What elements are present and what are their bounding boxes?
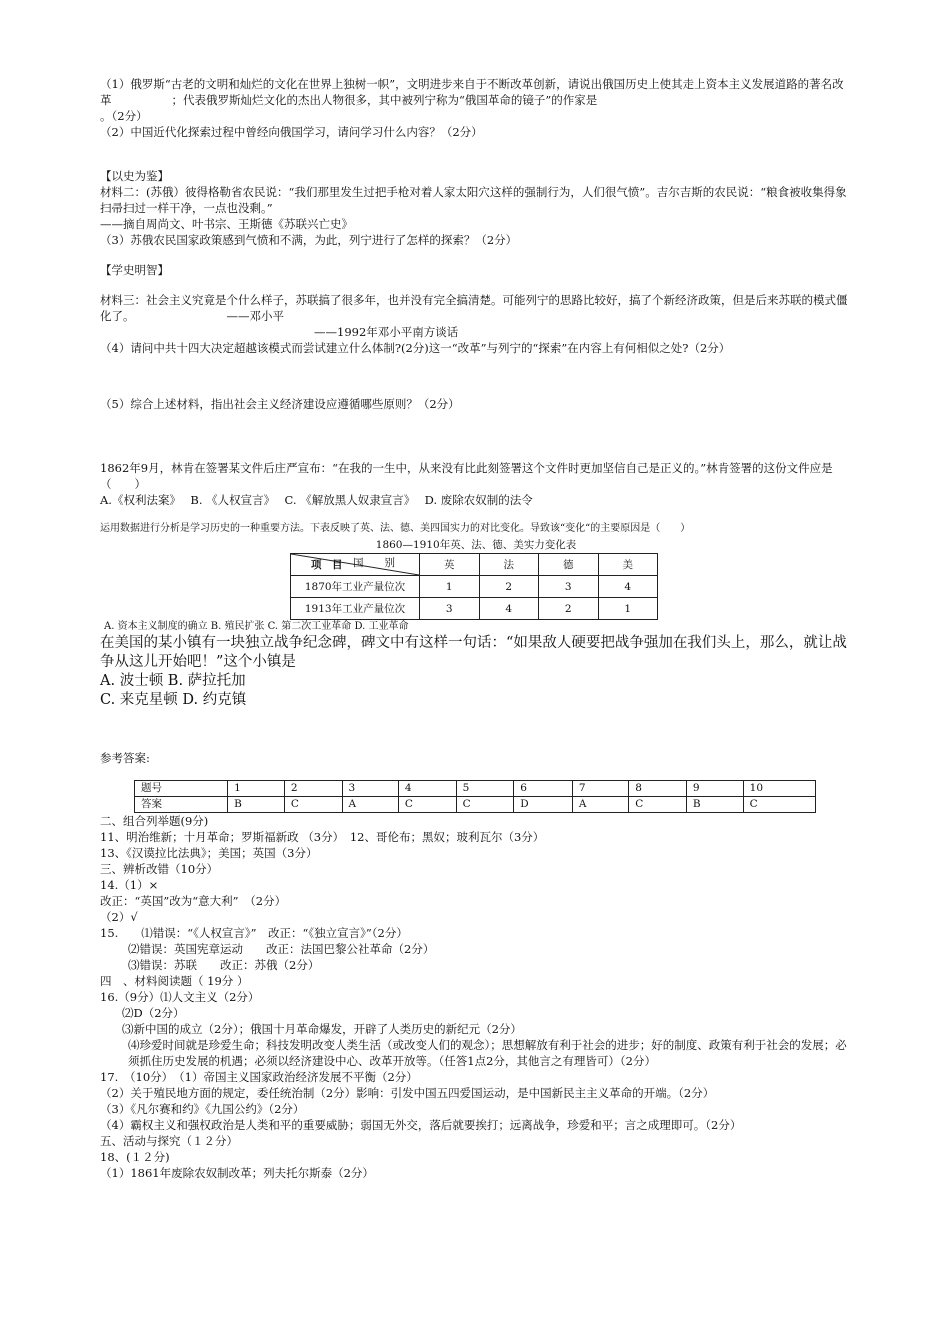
material-two: 材料二：(苏俄）彼得格勒省农民说：“我们那里发生过把手枪对着人家太阳穴这样的强制行为，人们很气愤”。吉尔吉斯的农民说：“粮食被收集得象扫帚扫过一样干净，一点也没剩。” [100, 185, 847, 215]
table-cell: 2 [479, 576, 539, 598]
answer-line: 16.（9分）⑴人文主义（2分） [100, 990, 260, 1004]
table-header-row [291, 554, 658, 576]
answer-line: 14.（1）× [100, 878, 159, 892]
material-three: 材料三：社会主义究竟是个什么样子，苏联搞了很多年，也并没有完全搞清楚。可能列宁的思路比较好，搞了个新经济政策，但是后来苏联的模式僵化了。 ——邓小平 [100, 293, 848, 323]
table-cell: 1 [420, 576, 480, 598]
answer-line: 五、活动与探究（１２分） [100, 1134, 238, 1148]
q18-part3: （3）苏俄农民国家政策感到气愤和不满，为此，列宁进行了怎样的探索？（2分） [100, 233, 518, 247]
answer-line: （3）《凡尔赛和约》《九国公约》（2分） [100, 1102, 305, 1116]
table-row [291, 598, 658, 620]
answer-line: 四 、材料阅读题（ 19分 ） [100, 974, 249, 988]
q18-part1: （1）俄罗斯“古老的文明和灿烂的文化在世界上独树一帜”，文明进步来自于不断改革创新，请说出俄国历史上使其走上资本主义发展道路的著名改革 ；代表俄罗斯灿烂文化的杰出人物很多，其中被列宁称为“俄国革命的镜子”的作家是 [100, 77, 844, 107]
answer-key-cell: D [514, 797, 573, 813]
answer-key-cell: C [398, 797, 456, 813]
row-label: 1870年工业产量位次 [291, 576, 420, 598]
section-heading-learn-history: 【学史明智】 [100, 263, 169, 277]
answer-number-cell: 3 [342, 781, 398, 797]
section-heading-history-mirror: 【以史为鉴】 [100, 169, 169, 183]
data-question: 运用数据进行分析是学习历史的一种重要方法。下表反映了英、法、德、美四国实力的对比变化。导致该“变化“的主要原因是（ ） [100, 523, 691, 534]
row-label: 题号 [135, 781, 228, 797]
answer-line: 改正：“英国”改为“意大利” （2分） [100, 894, 287, 908]
answers-title: 参考答案: [100, 751, 150, 765]
answer-line: ⑶新中国的成立（2分）；俄国十月革命爆发，开辟了人类历史的新纪元（2分） [122, 1022, 522, 1036]
country-cell: 德 [539, 554, 599, 576]
material-two-source: ——摘自周尚文、叶书宗、王斯德《苏联兴亡史》 [100, 217, 353, 231]
answer-key-row [135, 797, 816, 813]
header-country-label: 国 别 [353, 557, 395, 569]
answer-key-cell: C [284, 797, 342, 813]
table-cell: 3 [420, 598, 480, 620]
table-cell: 1 [598, 598, 658, 620]
answer-key-cell: C [629, 797, 687, 813]
answer-line: ⑶错误：苏联 改正：苏俄（2分） [128, 958, 320, 972]
country-cell: 英 [420, 554, 480, 576]
document-page [100, 76, 852, 1181]
answer-number-cell: 10 [743, 781, 815, 797]
answer-key-cell: A [572, 797, 628, 813]
lincoln-options: A.《权利法案》 B. 《人权宣言》 C. 《解放黑人奴隶宣言》 D. 废除农奴制的法令 [100, 493, 533, 507]
answer-line: ⑵D（2分） [122, 1006, 185, 1020]
answer-line: （2）√ [100, 910, 138, 924]
answer-number-cell: 5 [456, 781, 514, 797]
country-cell: 美 [598, 554, 658, 576]
answer-number-cell: 7 [572, 781, 628, 797]
answer-number-cell: 4 [398, 781, 456, 797]
q18-part5: （5）综合上述材料，指出社会主义经济建设应遵循哪些原则？（2分） [100, 397, 460, 411]
answer-line: 三、辨析改错（10分） [100, 862, 219, 876]
answer-line: 11、明治维新；十月革命；罗斯福新政 （3分） 12、哥伦布；黑奴；玻利瓦尔（3分） [100, 830, 545, 844]
table-row [291, 576, 658, 598]
material-three-signature: ——邓小平 [226, 309, 284, 323]
answer-line: （1）1861年废除农奴制改革；列夫托尔斯泰（2分） [100, 1166, 374, 1180]
material-three-source: ——1992年邓小平南方谈话 [314, 325, 459, 339]
power-table [290, 553, 658, 620]
q18-part1-score: 。（2分） [100, 109, 148, 123]
table-cell: 3 [539, 576, 599, 598]
answer-key-cell: A [342, 797, 398, 813]
answer-line: 17. （10分） （1）帝国主义国家政治经济发展不平衡（2分） [100, 1070, 418, 1084]
table-cell: 4 [598, 576, 658, 598]
answer-key-cell: B [228, 797, 285, 813]
answer-line: ⑵错误：英国宪章运动 改正：法国巴黎公社革命（2分） [128, 942, 435, 956]
data-question-options: A. 资本主义制度的确立 B. 殖民扩张 C. 第二次工业革命 D. 工业革命 [104, 621, 409, 632]
answer-explanations [100, 813, 852, 1181]
header-item-label: 项 目 [311, 559, 343, 571]
table-cell: 2 [539, 598, 599, 620]
answer-number-cell: 9 [686, 781, 743, 797]
country-cell: 法 [479, 554, 539, 576]
row-label: 答案 [135, 797, 228, 813]
table-cell: 4 [479, 598, 539, 620]
answer-line: ⑷珍爱时间就是珍爱生命；科技发明改变人类生活（或改变人们的观念）；思想解放有利于社会的进步；好的制度、政策有利于社会的发展；必须抓住历史发展的机遇；必须以经济建设中心、改革开放等。（任答1点2分，其他言之有理皆可）（2分） [128, 1038, 847, 1068]
lincoln-question: 1862年9月，林肯在签署某文件后庄严宣布：“在我的一生中，从来没有比此刻签署这个文件时更加坚信自己是正义的。”林肯签署的这份文件应是（ ） [100, 461, 833, 491]
row-label: 1913年工业产量位次 [291, 598, 420, 620]
q18-part2: （2）中国近代化探索过程中曾经向俄国学习，请问学习什么内容？（2分） [100, 125, 483, 139]
answer-key-table [134, 780, 816, 813]
town-options-2: C. 来克星顿 D. 约克镇 [100, 692, 247, 708]
answer-number-row [135, 781, 816, 797]
answer-key-cell: C [456, 797, 514, 813]
answer-number-cell: 8 [629, 781, 687, 797]
answer-line: 二、组合列举题(9分) [100, 814, 209, 828]
answer-number-cell: 6 [514, 781, 573, 797]
answer-line: 15. ⑴错误：“《人权宣言》” 改正：“《独立宣言》”（2分） [100, 926, 408, 940]
town-options-1: A. 波士顿 B. 萨拉托加 [100, 673, 246, 689]
answer-line: 13、《汉谟拉比法典》；美国；英国（3分） [100, 846, 318, 860]
table-corner-cell [291, 554, 420, 576]
answer-number-cell: 2 [284, 781, 342, 797]
answer-line: （2）关于殖民地方面的规定，委任统治制（2分）影响：引发中国五四爱国运动，是中国新民主主义革命的开端。（2分） [100, 1086, 715, 1100]
answer-line: 18、(１２分) [100, 1150, 170, 1164]
answer-line: （4）霸权主义和强权政治是人类和平的重要威胁；弱国无外交，落后就要挨打；远离战争，珍爱和平；言之成理即可。（2分） [100, 1118, 742, 1132]
table-caption: 1860—1910年英、法、德、美实力变化表 [375, 539, 577, 551]
town-question: 在美国的某小镇有一块独立战争纪念碑，碑文中有这样一句话：“如果敌人硬要把战争强加在我们头上，那么，就让战争从这儿开始吧！”这个小镇是 [100, 635, 847, 670]
q18-part4: （4）请问中共十四大决定超越该模式而尝试建立什么体制?(2分)这一“改革”与列宁的“探索”在内容上有何相似之处?（2分） [100, 341, 731, 355]
answer-number-cell: 1 [228, 781, 285, 797]
answer-key-cell: B [686, 797, 743, 813]
answer-key-cell: C [743, 797, 815, 813]
